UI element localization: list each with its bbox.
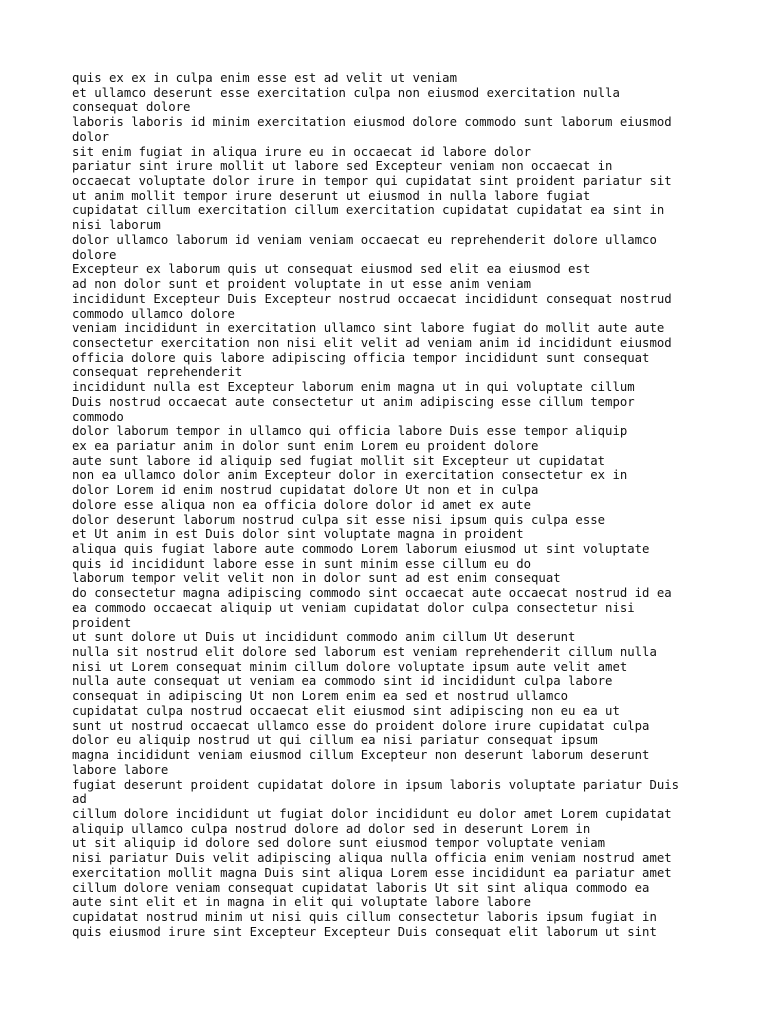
text-line: occaecat voluptate dolor irure in tempor qui cupidatat sint proident pariatur sit [72, 174, 672, 189]
text-line: consequat dolore [72, 100, 191, 115]
text-line: non ea ullamco dolor anim Excepteur dolor in exercitation consectetur ex in [72, 468, 628, 483]
text-line: dolor Lorem id enim nostrud cupidatat dolore Ut non et in culpa [72, 483, 539, 498]
text-line: ea commodo occaecat aliquip ut veniam cupidatat dolor culpa consectetur nisi [72, 600, 635, 615]
text-line: ut anim mollit tempor irure deserunt ut eiusmod in nulla labore fugiat [72, 188, 591, 203]
text-line: et Ut anim in est Duis dolor sint voluptate magna in proident [72, 527, 524, 542]
text-line: aute sint elit et in magna in elit qui voluptate labore labore [72, 895, 532, 910]
text-line: consectetur exercitation non nisi elit velit ad veniam anim id incididunt eiusmod [72, 335, 672, 350]
text-line: aute sunt labore id aliquip sed fugiat mollit sit Excepteur ut cupidatat [72, 453, 606, 468]
text-line: ut sunt dolore ut Duis ut incididunt commodo anim cillum Ut deserunt [72, 630, 576, 645]
text-line: incididunt nulla est Excepteur laborum enim magna ut in qui voluptate cillum [72, 380, 635, 395]
text-line: exercitation mollit magna Duis sint aliqua Lorem esse incididunt ea pariatur amet [72, 865, 672, 880]
text-line: dolor eu aliquip nostrud ut qui cillum ea nisi pariatur consequat ipsum [72, 733, 598, 748]
text-line: dolor [72, 129, 110, 144]
text-line: sit enim fugiat in aliqua irure eu in occaecat id labore dolor [72, 144, 532, 159]
text-line: consequat reprehenderit [72, 365, 243, 380]
text-line: commodo ullamco dolore [72, 306, 235, 321]
text-line: quis eiusmod irure sint Excepteur Excepteur Duis consequat elit laborum ut sint [72, 924, 657, 939]
text-line: consequat in adipiscing Ut non Lorem enim ea sed et nostrud ullamco [72, 689, 569, 704]
text-line: proident [72, 615, 132, 630]
text-line: commodo [72, 409, 124, 424]
text-line: ut sit aliquip id dolore sed dolore sunt eiusmod tempor voluptate veniam [72, 836, 606, 851]
text-line: aliqua quis fugiat labore aute commodo Lorem laborum eiusmod ut sint voluptate [72, 542, 650, 556]
text-line: cupidatat cillum exercitation cillum exercitation cupidatat cupidatat ea sint in [72, 203, 665, 218]
text-line: Duis nostrud occaecat aute consectetur ut anim adipiscing esse cillum tempor [72, 394, 635, 409]
text-line: fugiat deserunt proident cupidatat dolore in ipsum laboris voluptate pariatur Duis [72, 777, 680, 792]
text-line: et ullamco deserunt esse exercitation culpa non eiusmod exercitation nulla [72, 85, 620, 100]
text-line: ex ea pariatur anim in dolor sunt enim Lorem eu proident dolore [72, 438, 539, 453]
text-line: Excepteur ex laborum quis ut consequat eiusmod sed elit ea eiusmod est [72, 262, 591, 277]
text-line: magna incididunt veniam eiusmod cillum Excepteur non deserunt laborum deserunt [72, 748, 650, 763]
text-line: laborum tempor velit velit non in dolor sunt ad est enim consequat [72, 571, 561, 586]
document-body-text [72, 71, 698, 939]
text-line: nisi laborum [72, 218, 161, 233]
text-line: nisi ut Lorem consequat minim cillum dolore voluptate ipsum aute velit amet [72, 659, 628, 674]
text-line: dolor laborum tempor in ullamco qui officia labore Duis esse tempor aliquip [72, 424, 628, 439]
text-line: cillum dolore veniam consequat cupidatat laboris Ut sit sint aliqua commodo ea [72, 880, 650, 895]
text-line: dolor deserunt laborum nostrud culpa sit esse nisi ipsum quis culpa esse [72, 512, 606, 527]
text-line: labore labore [72, 762, 169, 777]
text-line: nulla aute consequat ut veniam ea commodo sint id incididunt culpa labore [72, 674, 613, 689]
text-line: incididunt Excepteur Duis Excepteur nostrud occaecat incididunt consequat nostrud [72, 291, 672, 306]
text-line: ad [72, 792, 87, 807]
text-line: dolor ullamco laborum id veniam veniam occaecat eu reprehenderit dolore ullamco [72, 232, 657, 247]
text-line: sunt ut nostrud occaecat ullamco esse do proident dolore irure cupidatat culpa [72, 718, 650, 733]
text-line: nisi pariatur Duis velit adipiscing aliqua nulla officia enim veniam nostrud amet [72, 851, 672, 866]
text-line: cupidatat nostrud minim ut nisi quis cillum consectetur laboris ipsum fugiat in [72, 909, 657, 924]
text-line: quis ex ex in culpa enim esse est ad velit ut veniam [72, 71, 457, 85]
text-line: cupidatat culpa nostrud occaecat elit eiusmod sint adipiscing non eu ea ut [72, 703, 620, 718]
text-line: quis id incididunt labore esse in sunt minim esse cillum eu do [72, 556, 532, 571]
text-line: officia dolore quis labore adipiscing officia tempor incididunt sunt consequat [72, 350, 650, 365]
text-line: cillum dolore incididunt ut fugiat dolor incididunt eu dolor amet Lorem cupidatat [72, 806, 672, 821]
text-line: dolore esse aliqua non ea officia dolore dolor id amet ex aute [72, 497, 532, 512]
text-line: laboris laboris id minim exercitation eiusmod dolore commodo sunt laborum eiusmod [72, 115, 672, 130]
text-line: veniam incididunt in exercitation ullamco sint labore fugiat do mollit aute aute [72, 321, 665, 336]
text-line: ad non dolor sunt et proident voluptate in ut esse anim veniam [72, 277, 532, 292]
text-line: dolore [72, 247, 117, 262]
text-line: aliquip ullamco culpa nostrud dolore ad dolor sed in deserunt Lorem in [72, 821, 591, 836]
text-line: nulla sit nostrud elit dolore sed laborum est veniam reprehenderit cillum nulla [72, 645, 657, 660]
text-line: do consectetur magna adipiscing commodo sint occaecat aute occaecat nostrud id ea [72, 586, 672, 601]
text-line: pariatur sint irure mollit ut labore sed Excepteur veniam non occaecat in [72, 159, 613, 174]
